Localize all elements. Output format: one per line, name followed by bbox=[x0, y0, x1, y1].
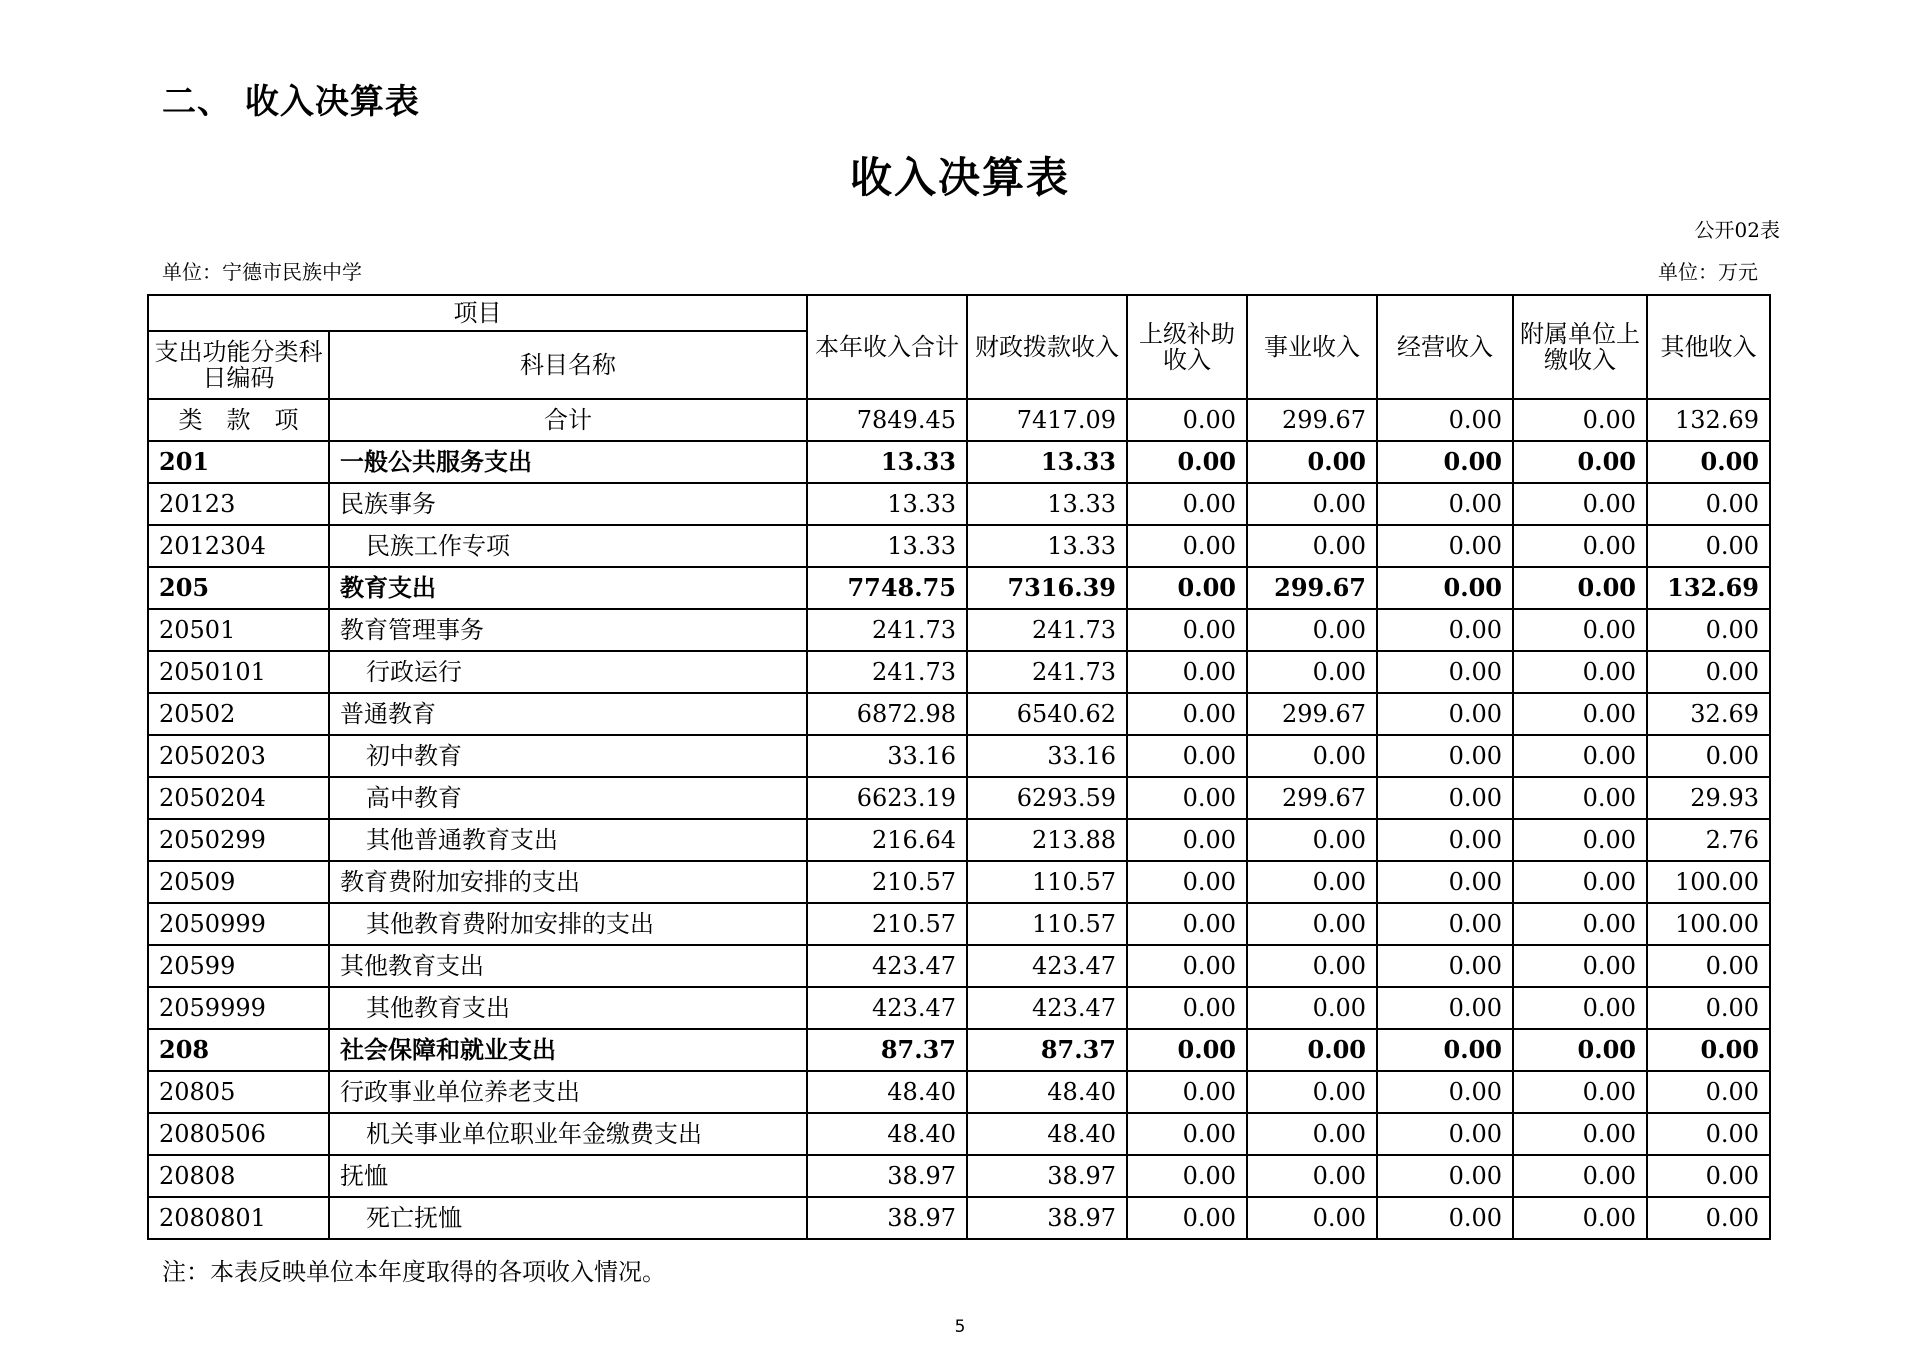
row-value: 0.00 bbox=[1247, 651, 1377, 693]
row-value: 0.00 bbox=[1127, 609, 1247, 651]
row-code: 20502 bbox=[148, 693, 329, 735]
row-value: 13.33 bbox=[807, 483, 967, 525]
table-row bbox=[148, 945, 1770, 987]
row-code: 20808 bbox=[148, 1155, 329, 1197]
row-value: 0.00 bbox=[1247, 945, 1377, 987]
row-value: 0.00 bbox=[1127, 525, 1247, 567]
row-code: 2050299 bbox=[148, 819, 329, 861]
row-value: 0.00 bbox=[1513, 861, 1647, 903]
row-value: 0.00 bbox=[1127, 693, 1247, 735]
row-subject-name bbox=[329, 525, 807, 567]
row-value: 0.00 bbox=[1647, 1113, 1770, 1155]
row-value: 0.00 bbox=[1127, 777, 1247, 819]
row-value: 299.67 bbox=[1247, 567, 1377, 609]
row-value: 0.00 bbox=[1377, 735, 1513, 777]
row-value: 0.00 bbox=[1647, 987, 1770, 1029]
table-row bbox=[148, 525, 1770, 567]
table-row bbox=[148, 819, 1770, 861]
row-subject-name-text: 其他教育支出 bbox=[366, 993, 510, 1022]
row-value: 0.00 bbox=[1513, 945, 1647, 987]
row-value: 0.00 bbox=[1247, 1155, 1377, 1197]
table-row bbox=[148, 483, 1770, 525]
row-value: 0.00 bbox=[1247, 861, 1377, 903]
row-value: 6623.19 bbox=[807, 777, 967, 819]
row-subject-name-text: 行政运行 bbox=[366, 657, 462, 686]
row-value: 0.00 bbox=[1647, 1029, 1770, 1071]
row-value: 2.76 bbox=[1647, 819, 1770, 861]
row-code: 20123 bbox=[148, 483, 329, 525]
row-value: 0.00 bbox=[1127, 441, 1247, 483]
row-value: 0.00 bbox=[1513, 399, 1647, 441]
row-value: 0.00 bbox=[1647, 483, 1770, 525]
row-value: 0.00 bbox=[1647, 945, 1770, 987]
row-subject-name: 抚恤 bbox=[329, 1155, 807, 1197]
row-subject-name-text: 其他普通教育支出 bbox=[366, 825, 558, 854]
row-code: 2080801 bbox=[148, 1197, 329, 1239]
row-subject-name: 合计 bbox=[329, 399, 807, 441]
row-subject-name: 行政事业单位养老支出 bbox=[329, 1071, 807, 1113]
row-value: 0.00 bbox=[1247, 1029, 1377, 1071]
header-affiliated-income: 附属单位上缴收入 bbox=[1513, 295, 1647, 399]
row-value: 0.00 bbox=[1127, 861, 1247, 903]
row-value: 110.57 bbox=[967, 903, 1127, 945]
table-row bbox=[148, 987, 1770, 1029]
row-value: 0.00 bbox=[1513, 903, 1647, 945]
row-value: 0.00 bbox=[1377, 777, 1513, 819]
row-value: 0.00 bbox=[1377, 945, 1513, 987]
row-value: 0.00 bbox=[1513, 1029, 1647, 1071]
row-value: 210.57 bbox=[807, 861, 967, 903]
row-value: 13.33 bbox=[807, 441, 967, 483]
row-value: 0.00 bbox=[1127, 1071, 1247, 1113]
table-row bbox=[148, 399, 1770, 441]
row-value: 0.00 bbox=[1377, 1071, 1513, 1113]
row-value: 6872.98 bbox=[807, 693, 967, 735]
row-value: 110.57 bbox=[967, 861, 1127, 903]
row-subject-name: 民族事务 bbox=[329, 483, 807, 525]
row-subject-name bbox=[329, 1113, 807, 1155]
row-code: 205 bbox=[148, 567, 329, 609]
row-value: 0.00 bbox=[1127, 1029, 1247, 1071]
table-row bbox=[148, 1113, 1770, 1155]
row-value: 0.00 bbox=[1513, 777, 1647, 819]
table-row bbox=[148, 609, 1770, 651]
row-value: 0.00 bbox=[1247, 735, 1377, 777]
row-code: 201 bbox=[148, 441, 329, 483]
row-value: 132.69 bbox=[1647, 567, 1770, 609]
table-row bbox=[148, 777, 1770, 819]
income-table bbox=[147, 294, 1771, 1240]
table-row bbox=[148, 1197, 1770, 1239]
row-subject-name bbox=[329, 651, 807, 693]
row-subject-name bbox=[329, 777, 807, 819]
header-project: 项目 bbox=[148, 295, 807, 331]
row-subject-name: 一般公共服务支出 bbox=[329, 441, 807, 483]
row-subject-name: 社会保障和就业支出 bbox=[329, 1029, 807, 1071]
row-value: 0.00 bbox=[1247, 525, 1377, 567]
table-note: 注：本表反映单位本年度取得的各项收入情况。 bbox=[162, 1258, 666, 1286]
row-value: 0.00 bbox=[1513, 567, 1647, 609]
row-code: 2050204 bbox=[148, 777, 329, 819]
row-code: 208 bbox=[148, 1029, 329, 1071]
row-value: 0.00 bbox=[1247, 1071, 1377, 1113]
row-value: 0.00 bbox=[1647, 525, 1770, 567]
row-subject-name bbox=[329, 819, 807, 861]
row-value: 0.00 bbox=[1247, 1197, 1377, 1239]
row-value: 0.00 bbox=[1513, 525, 1647, 567]
table-row bbox=[148, 735, 1770, 777]
row-value: 241.73 bbox=[967, 609, 1127, 651]
row-value: 0.00 bbox=[1647, 441, 1770, 483]
row-code: 2012304 bbox=[148, 525, 329, 567]
row-value: 0.00 bbox=[1377, 483, 1513, 525]
row-value: 13.33 bbox=[967, 525, 1127, 567]
row-value: 0.00 bbox=[1513, 987, 1647, 1029]
row-subject-name: 教育管理事务 bbox=[329, 609, 807, 651]
row-value: 0.00 bbox=[1647, 1155, 1770, 1197]
row-value: 0.00 bbox=[1377, 1155, 1513, 1197]
row-value: 210.57 bbox=[807, 903, 967, 945]
row-value: 7849.45 bbox=[807, 399, 967, 441]
row-code: 20599 bbox=[148, 945, 329, 987]
header-subject-name: 科目名称 bbox=[329, 331, 807, 399]
row-value: 0.00 bbox=[1127, 483, 1247, 525]
row-value: 0.00 bbox=[1513, 819, 1647, 861]
page-number: 5 bbox=[954, 1317, 966, 1337]
row-subject-name: 教育费附加安排的支出 bbox=[329, 861, 807, 903]
row-value: 241.73 bbox=[807, 609, 967, 651]
row-value: 0.00 bbox=[1377, 567, 1513, 609]
row-value: 0.00 bbox=[1377, 1029, 1513, 1071]
row-value: 0.00 bbox=[1127, 819, 1247, 861]
row-value: 0.00 bbox=[1247, 987, 1377, 1029]
table-row bbox=[148, 567, 1770, 609]
row-value: 0.00 bbox=[1377, 903, 1513, 945]
table-row bbox=[148, 903, 1770, 945]
row-value: 0.00 bbox=[1513, 651, 1647, 693]
row-code: 类 款 项 bbox=[148, 399, 329, 441]
row-value: 0.00 bbox=[1127, 567, 1247, 609]
row-value: 0.00 bbox=[1647, 1071, 1770, 1113]
row-value: 87.37 bbox=[807, 1029, 967, 1071]
table-code: 公开02表 bbox=[1694, 218, 1780, 242]
row-value: 0.00 bbox=[1377, 819, 1513, 861]
row-value: 216.64 bbox=[807, 819, 967, 861]
row-value: 48.40 bbox=[967, 1071, 1127, 1113]
row-value: 29.93 bbox=[1647, 777, 1770, 819]
row-value: 6540.62 bbox=[967, 693, 1127, 735]
header-function-code: 支出功能分类科日编码 bbox=[148, 331, 329, 399]
row-value: 7417.09 bbox=[967, 399, 1127, 441]
table-row bbox=[148, 1029, 1770, 1071]
row-value: 0.00 bbox=[1127, 1155, 1247, 1197]
row-value: 6293.59 bbox=[967, 777, 1127, 819]
row-value: 132.69 bbox=[1647, 399, 1770, 441]
row-value: 87.37 bbox=[967, 1029, 1127, 1071]
section-heading: 二、 收入决算表 bbox=[162, 82, 420, 122]
row-value: 0.00 bbox=[1647, 609, 1770, 651]
row-code: 2050203 bbox=[148, 735, 329, 777]
row-value: 423.47 bbox=[967, 945, 1127, 987]
row-value: 33.16 bbox=[967, 735, 1127, 777]
row-value: 0.00 bbox=[1513, 1113, 1647, 1155]
row-value: 0.00 bbox=[1377, 1113, 1513, 1155]
row-value: 0.00 bbox=[1377, 987, 1513, 1029]
table-row bbox=[148, 1155, 1770, 1197]
row-value: 0.00 bbox=[1127, 1113, 1247, 1155]
row-value: 299.67 bbox=[1247, 693, 1377, 735]
row-value: 0.00 bbox=[1513, 441, 1647, 483]
row-value: 100.00 bbox=[1647, 903, 1770, 945]
table-row bbox=[148, 651, 1770, 693]
row-subject-name-text: 死亡抚恤 bbox=[366, 1203, 462, 1232]
table-row bbox=[148, 693, 1770, 735]
row-value: 213.88 bbox=[967, 819, 1127, 861]
row-value: 0.00 bbox=[1127, 735, 1247, 777]
page-title: 收入决算表 bbox=[849, 153, 1070, 202]
row-value: 0.00 bbox=[1127, 945, 1247, 987]
header-business-income: 事业收入 bbox=[1247, 295, 1377, 399]
row-value: 38.97 bbox=[967, 1155, 1127, 1197]
row-value: 0.00 bbox=[1127, 651, 1247, 693]
row-value: 33.16 bbox=[807, 735, 967, 777]
row-value: 0.00 bbox=[1377, 399, 1513, 441]
row-value: 38.97 bbox=[807, 1197, 967, 1239]
unit-currency: 单位：万元 bbox=[1658, 260, 1758, 284]
row-subject-name bbox=[329, 987, 807, 1029]
row-code: 20509 bbox=[148, 861, 329, 903]
row-value: 241.73 bbox=[807, 651, 967, 693]
unit-organization: 单位：宁德市民族中学 bbox=[162, 260, 362, 284]
row-value: 0.00 bbox=[1513, 483, 1647, 525]
row-value: 0.00 bbox=[1377, 441, 1513, 483]
row-value: 0.00 bbox=[1377, 525, 1513, 567]
row-value: 0.00 bbox=[1247, 819, 1377, 861]
row-code: 2080506 bbox=[148, 1113, 329, 1155]
row-subject-name-text: 机关事业单位职业年金缴费支出 bbox=[366, 1119, 702, 1148]
row-value: 0.00 bbox=[1247, 609, 1377, 651]
row-code: 2050999 bbox=[148, 903, 329, 945]
row-value: 0.00 bbox=[1513, 609, 1647, 651]
row-value: 423.47 bbox=[807, 945, 967, 987]
row-subject-name bbox=[329, 903, 807, 945]
row-subject-name bbox=[329, 1197, 807, 1239]
row-value: 7316.39 bbox=[967, 567, 1127, 609]
row-value: 0.00 bbox=[1647, 735, 1770, 777]
row-value: 0.00 bbox=[1247, 903, 1377, 945]
row-subject-name-text: 初中教育 bbox=[366, 741, 462, 770]
row-value: 0.00 bbox=[1513, 693, 1647, 735]
row-value: 0.00 bbox=[1127, 903, 1247, 945]
row-value: 32.69 bbox=[1647, 693, 1770, 735]
row-value: 299.67 bbox=[1247, 399, 1377, 441]
row-subject-name-text: 民族工作专项 bbox=[366, 531, 510, 560]
row-value: 0.00 bbox=[1377, 651, 1513, 693]
row-value: 48.40 bbox=[807, 1071, 967, 1113]
row-value: 38.97 bbox=[807, 1155, 967, 1197]
row-code: 20501 bbox=[148, 609, 329, 651]
header-total-income: 本年收入合计 bbox=[807, 295, 967, 399]
header-operating-income: 经营收入 bbox=[1377, 295, 1513, 399]
header-row-1 bbox=[148, 295, 1770, 331]
row-subject-name-text: 高中教育 bbox=[366, 783, 462, 812]
row-value: 0.00 bbox=[1127, 987, 1247, 1029]
row-value: 13.33 bbox=[967, 483, 1127, 525]
row-value: 423.47 bbox=[967, 987, 1127, 1029]
row-subject-name-text: 其他教育费附加安排的支出 bbox=[366, 909, 654, 938]
table-row bbox=[148, 861, 1770, 903]
row-value: 241.73 bbox=[967, 651, 1127, 693]
header-superior-subsidy: 上级补助收入 bbox=[1127, 295, 1247, 399]
table-row bbox=[148, 1071, 1770, 1113]
row-value: 299.67 bbox=[1247, 777, 1377, 819]
row-value: 0.00 bbox=[1513, 1197, 1647, 1239]
row-subject-name: 普通教育 bbox=[329, 693, 807, 735]
row-value: 0.00 bbox=[1247, 1113, 1377, 1155]
row-value: 0.00 bbox=[1647, 651, 1770, 693]
row-value: 13.33 bbox=[967, 441, 1127, 483]
row-value: 0.00 bbox=[1377, 861, 1513, 903]
row-subject-name: 其他教育支出 bbox=[329, 945, 807, 987]
header-fiscal-allocation: 财政拨款收入 bbox=[967, 295, 1127, 399]
row-subject-name: 教育支出 bbox=[329, 567, 807, 609]
table-row bbox=[148, 441, 1770, 483]
row-value: 48.40 bbox=[807, 1113, 967, 1155]
row-value: 0.00 bbox=[1513, 1155, 1647, 1197]
row-value: 0.00 bbox=[1127, 1197, 1247, 1239]
row-value: 7748.75 bbox=[807, 567, 967, 609]
row-code: 20805 bbox=[148, 1071, 329, 1113]
row-value: 48.40 bbox=[967, 1113, 1127, 1155]
row-value: 13.33 bbox=[807, 525, 967, 567]
row-value: 0.00 bbox=[1647, 1197, 1770, 1239]
row-value: 38.97 bbox=[967, 1197, 1127, 1239]
row-subject-name bbox=[329, 735, 807, 777]
row-value: 0.00 bbox=[1377, 609, 1513, 651]
row-value: 0.00 bbox=[1127, 399, 1247, 441]
row-value: 100.00 bbox=[1647, 861, 1770, 903]
row-code: 2050101 bbox=[148, 651, 329, 693]
row-value: 0.00 bbox=[1247, 441, 1377, 483]
row-value: 0.00 bbox=[1513, 735, 1647, 777]
row-code: 2059999 bbox=[148, 987, 329, 1029]
row-value: 0.00 bbox=[1377, 1197, 1513, 1239]
row-value: 0.00 bbox=[1377, 693, 1513, 735]
row-value: 423.47 bbox=[807, 987, 967, 1029]
row-value: 0.00 bbox=[1513, 1071, 1647, 1113]
header-other-income: 其他收入 bbox=[1647, 295, 1770, 399]
row-value: 0.00 bbox=[1247, 483, 1377, 525]
